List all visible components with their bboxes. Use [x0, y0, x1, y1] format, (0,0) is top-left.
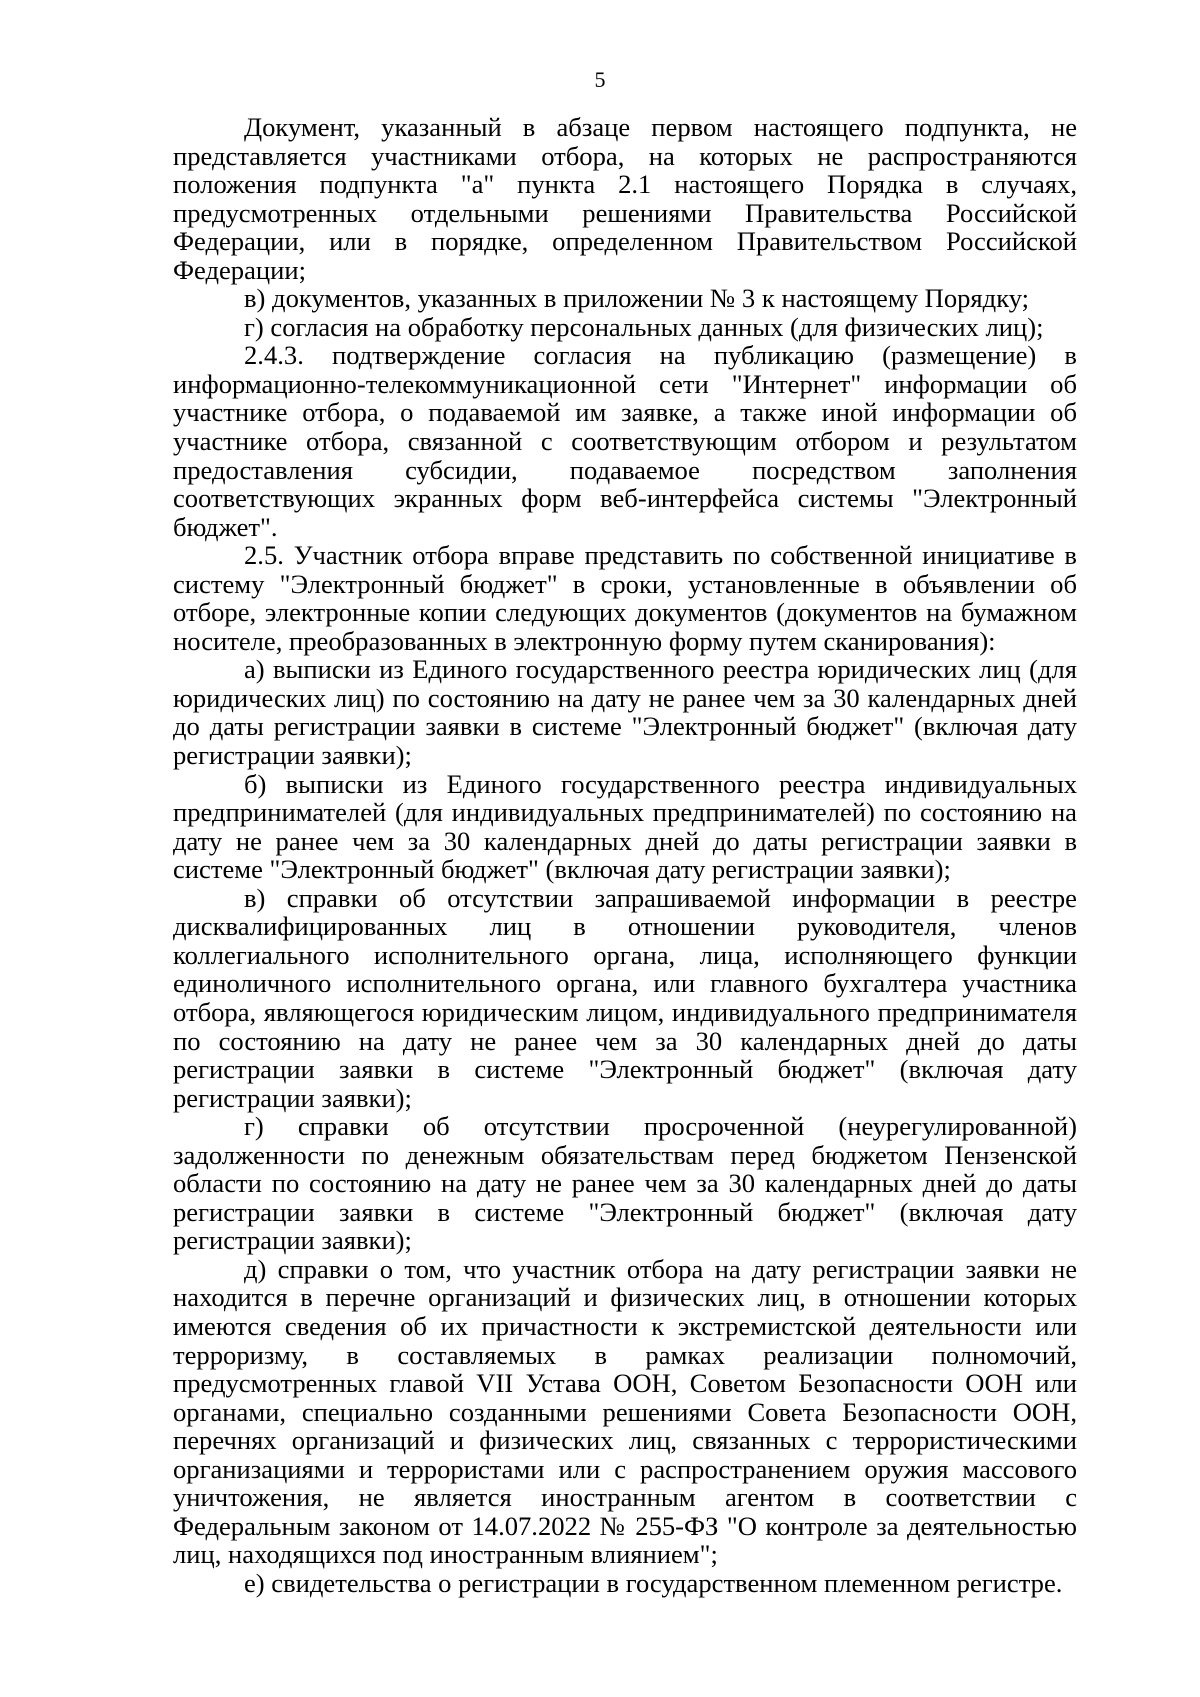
paragraph-item-b-egrip: б) выписки из Единого государственного реестра индивидуальных предпринимателей (для индивидуальных предпринимателей) по состоянию на дату не ранее чем за 30 календарных дней до даты регистрации заявки в системе "Электронный бюджет" (включая дату регистрации заявки);	[173, 768, 1077, 885]
paragraph-item-d-extremism: д) справки о том, что участник отбора на дату регистрации заявки не находится в перечне организаций и физических лиц, в отношении которых имеются сведения об их причастности к экстремистской деятельности или терроризму, в составляемых в рамках реализации полномочий, предусмотренных главой VII Устава ООН, Советом Безопасности ООН или органами, специально созданными решениями Совета Безопасности ООН, перечнях организаций и физических лиц, связанных с террористическими организациями и террористами или с распространением оружия массового уничтожения, не является иностранным агентом в соответствии с Федеральным законом от 14.07.2022 № 255-ФЗ "О контроле за деятельностью лиц, находящихся под иностранным влиянием";	[173, 1253, 1077, 1570]
paragraph-item-g-consent: г) согласия на обработку персональных данных (для физических лиц);	[244, 311, 1044, 342]
paragraph-document-not-submitted: Документ, указанный в абзаце первом настоящего подпункта, не представляется участниками отбора, на которых не распространяются положения подпункта "а" пункта 2.1 настоящего Порядка в случаях, предусмотренных отдельными решениями Правительства Российской Федерации, или в порядке, определенном Правительством Российской Федерации;	[173, 112, 1077, 285]
document-body	[173, 113, 1077, 1597]
paragraph-item-a-egrul: а) выписки из Единого государственного реестра юридических лиц (для юридических лиц) по состоянию на дату не ранее чем за 30 календарных дней до даты регистрации заявки в системе "Электронный бюджет" (включая дату регистрации заявки);	[173, 654, 1077, 771]
paragraph-item-g-debt: г) справки об отсутствии просроченной (неурегулированной) задолженности по денежным обязательствам перед бюджетом Пензенской области по состоянию на дату не ранее чем за 30 календарных дней до даты регистрации заявки в системе "Электронный бюджет" (включая дату регистрации заявки);	[173, 1111, 1077, 1256]
page-number: 5	[594, 67, 606, 92]
paragraph-item-v-disqualified: в) справки об отсутствии запрашиваемой информации в реестре дисквалифицированных лиц в отношении руководителя, членов коллегиального исполнительного органа, лица, исполняющего функции единоличного исполнительного органа, или главного бухгалтера участника отбора, являющегося юридическим лицом, индивидуального предпринимателя по состоянию на дату не ранее чем за 30 календарных дней до даты регистрации заявки в системе "Электронный бюджет" (включая дату регистрации заявки);	[173, 882, 1077, 1113]
paragraph-2-4-3: 2.4.3. подтверждение согласия на публикацию (размещение) в информационно-телекоммуникационной сети "Интернет" информации об участнике отбора, о подаваемой им заявке, а также иной информации об участнике отбора, связанной с соответствующим отбором и результатом предоставления субсидии, подаваемое посредством заполнения соответствующих экранных форм веб-интерфейса системы "Электронный бюджет".	[173, 340, 1077, 542]
paragraph-item-v-documents: в) документов, указанных в приложении № 3 к настоящему Порядку;	[244, 283, 1030, 314]
paragraph-2-5: 2.5. Участник отбора вправе представить по собственной инициативе в систему "Электронный бюджет" в сроки, установленные в объявлении об отборе, электронные копии следующих документов (документов на бумажном носителе, преобразованных в электронную форму путем сканирования):	[173, 540, 1077, 656]
paragraph-item-e-registry: е) свидетельства о регистрации в государственном племенном регистре.	[244, 1567, 1063, 1598]
